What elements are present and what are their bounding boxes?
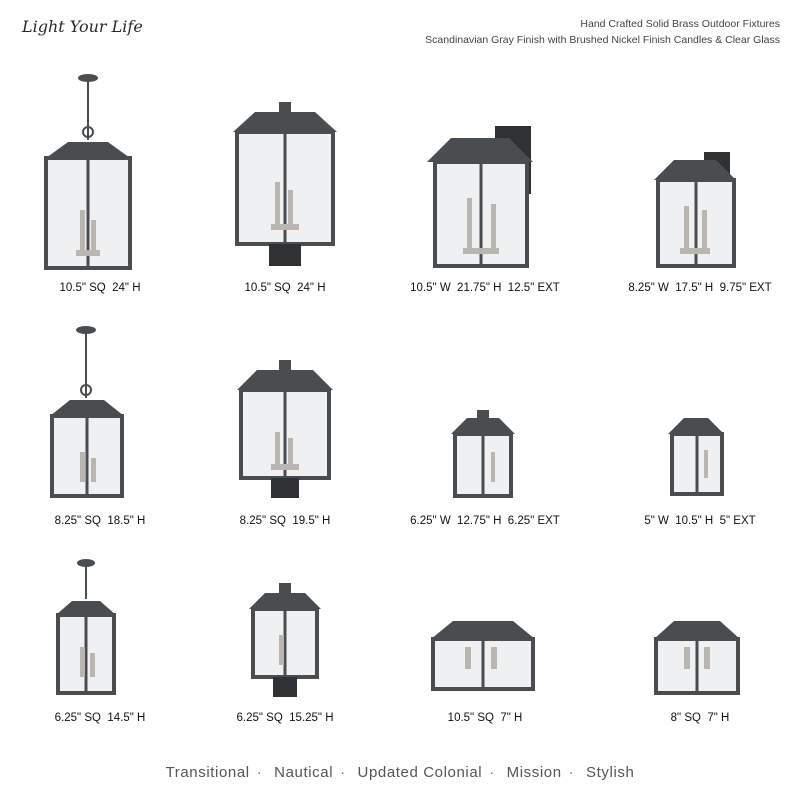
flush-mount-image [600, 555, 800, 705]
product-card[interactable] [185, 70, 385, 300]
product-card[interactable] [385, 320, 585, 535]
separator-dot: · [256, 764, 263, 781]
pendant-lantern-image [0, 320, 200, 505]
style-tag: Transitional [165, 764, 250, 781]
style-tag: Nautical [274, 764, 334, 781]
wall-lantern-image [600, 320, 800, 505]
product-dimensions: 6.25" SQ 15.25" H [236, 712, 334, 724]
style-tag: Stylish [586, 764, 635, 781]
product-dimensions: 6.25" SQ 14.5" H [54, 712, 146, 724]
style-tag: Mission [506, 764, 562, 781]
style-tags [0, 764, 800, 781]
wall-lantern-image [385, 70, 585, 270]
header-line-1: Hand Crafted Solid Brass Outdoor Fixtures [580, 18, 780, 30]
product-card[interactable] [600, 555, 800, 735]
pendant-lantern-image [0, 555, 200, 705]
product-card[interactable] [385, 70, 585, 300]
product-card[interactable] [600, 320, 800, 535]
product-card[interactable] [0, 555, 200, 735]
product-card[interactable] [0, 320, 200, 535]
separator-dot: · [340, 764, 346, 781]
flush-mount-image [385, 555, 585, 705]
wall-lantern-image [385, 320, 585, 505]
product-card[interactable] [185, 555, 385, 735]
product-dimensions: 8" SQ 7" H [670, 712, 730, 724]
pendant-lantern-image [0, 70, 200, 270]
product-card[interactable] [185, 320, 385, 535]
header-line-2: Scandinavian Gray Finish with Brushed Nickel Finish Candles & Clear Glass [425, 34, 780, 46]
product-card[interactable] [385, 555, 585, 735]
post-lantern-image [185, 70, 385, 270]
separator-dot: · [568, 764, 575, 781]
product-dimensions: 10.5" SQ 7" H [447, 712, 523, 724]
product-dimensions: 8.25" SQ 18.5" H [54, 515, 146, 527]
product-dimensions: 5" W 10.5" H 5" EXT [644, 515, 756, 527]
product-dimensions: 6.25" W 12.75" H 6.25" EXT [410, 515, 560, 527]
post-lantern-image [185, 320, 385, 505]
product-dimensions: 8.25" W 17.5" H 9.75" EXT [628, 282, 772, 294]
style-tag: Updated Colonial [357, 764, 483, 781]
post-lantern-image [185, 555, 385, 705]
product-card[interactable] [0, 70, 200, 300]
brand-logo: Light Your Life [22, 17, 143, 36]
product-dimensions: 10.5" SQ 24" H [59, 282, 141, 294]
header-description [425, 16, 780, 48]
separator-dot: · [489, 764, 495, 781]
product-card[interactable] [600, 70, 800, 300]
product-dimensions: 10.5" SQ 24" H [244, 282, 326, 294]
product-dimensions: 10.5" W 21.75" H 12.5" EXT [410, 282, 560, 294]
wall-lantern-image [600, 70, 800, 270]
product-dimensions: 8.25" SQ 19.5" H [239, 515, 331, 527]
